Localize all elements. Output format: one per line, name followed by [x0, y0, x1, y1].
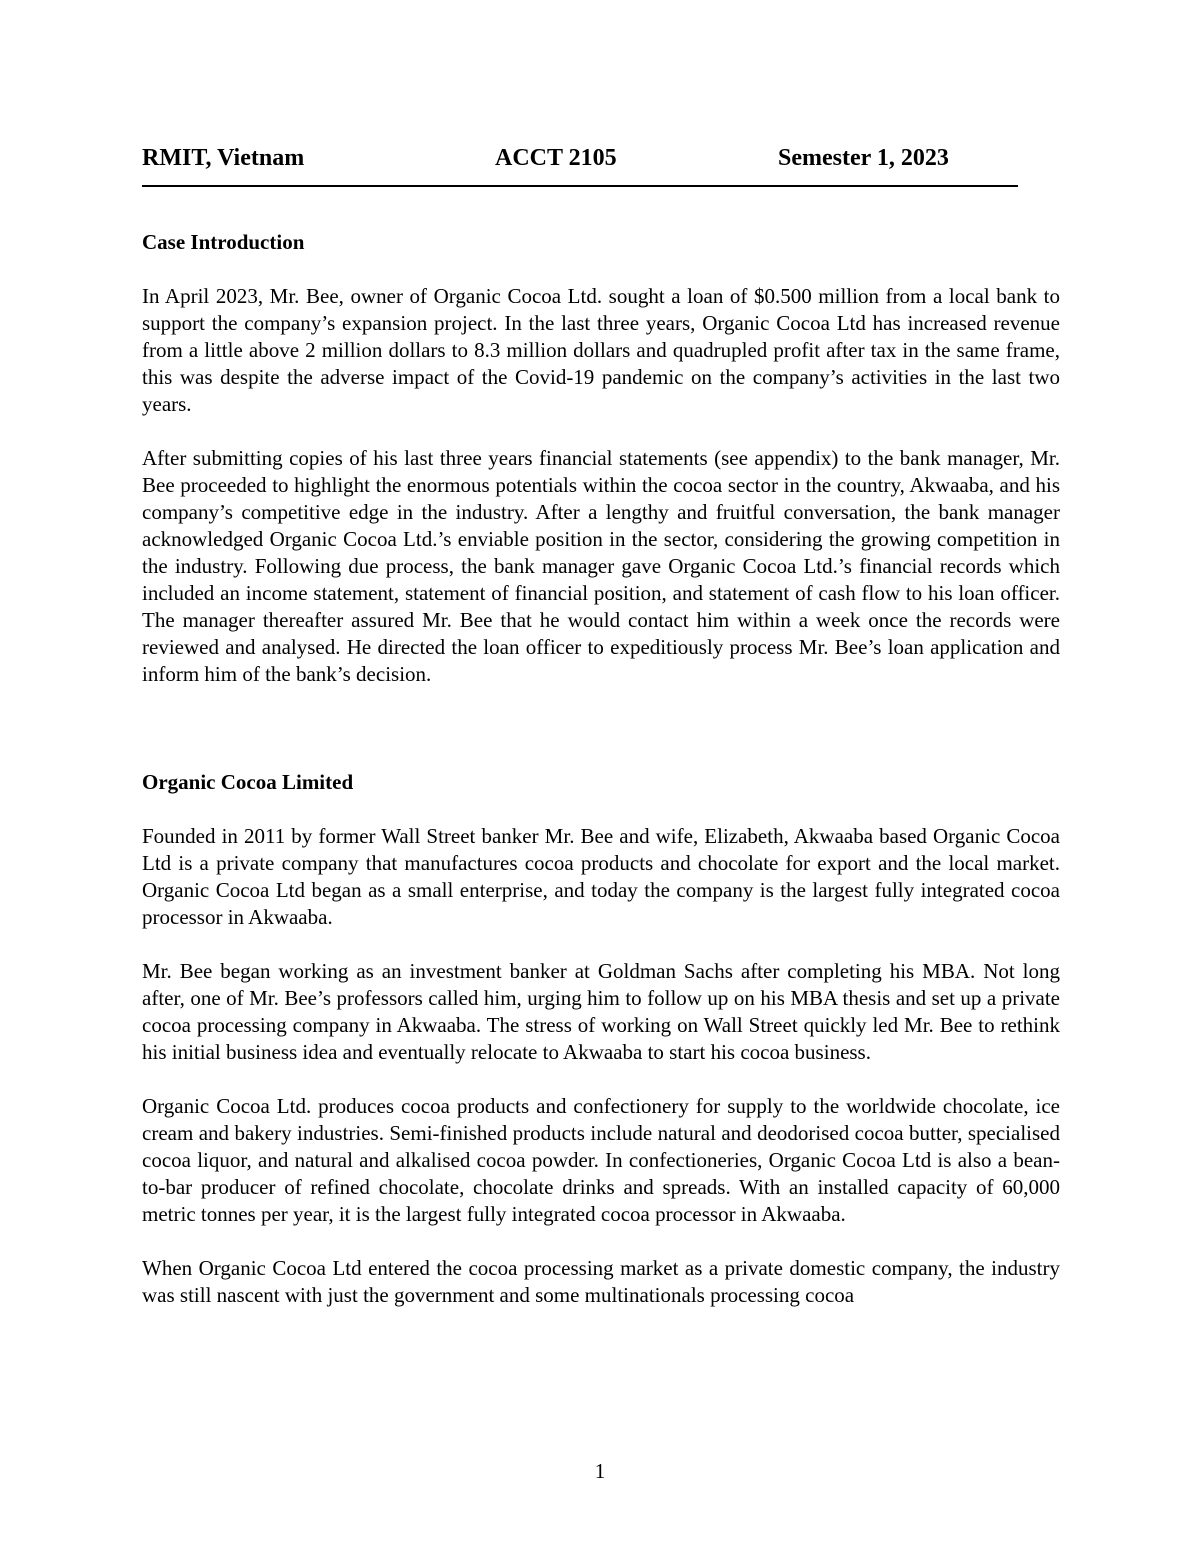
header-course-code: ACCT 2105 [495, 145, 617, 171]
page-number: 1 [594, 1459, 606, 1483]
case-intro-paragraph-2: After submitting copies of his last three years financial statements (see appendix) to the bank manager, Mr. Bee proceeded to highlight the enormous potentials within the cocoa sector in the country, Akwaaba, and his company’s competitive edge in the industry. After a lengthy and fruitful conversation, the bank manager acknowledged Organic Cocoa Ltd.’s enviable position in the sector, considering the growing competition in the industry. Following due process, the bank manager gave Organic Cocoa Ltd.’s financial records which included an income statement, statement of financial position, and statement of cash flow to his loan officer. The manager thereafter assured Mr. Bee that he would contact him within a week once the records were reviewed and analysed. He directed the loan officer to expeditiously process Mr. Bee’s loan application and inform him of the bank’s decision. [142, 446, 1060, 686]
organic-cocoa-heading: Organic Cocoa Limited [142, 770, 354, 794]
case-intro-paragraph-1: In April 2023, Mr. Bee, owner of Organic Cocoa Ltd. sought a loan of $0.500 million from a local bank to support the company’s expansion project. In the last three years, Organic Cocoa Ltd has increased revenue from a little above 2 million dollars to 8.3 million dollars and quadrupled profit after tax in the same frame, this was despite the adverse impact of the Covid-19 pandemic on the company’s activities in the last two years. [142, 284, 1060, 416]
company-paragraph-3: Organic Cocoa Ltd. produces cocoa products and confectionery for supply to the worldwide chocolate, ice cream and bakery industries. Semi-finished products include natural and deodorised cocoa butter, specialised cocoa liquor, and natural and alkalised cocoa powder. In confectioneries, Organic Cocoa Ltd is also a bean-to-bar producer of refined chocolate, chocolate drinks and spreads. With an installed capacity of 60,000 metric tonnes per year, it is the largest fully integrated cocoa processor in Akwaaba. [142, 1094, 1060, 1226]
header-semester: Semester 1, 2023 [778, 145, 949, 171]
page-header [142, 143, 1018, 173]
company-paragraph-2: Mr. Bee began working as an investment banker at Goldman Sachs after completing his MBA. Not long after, one of Mr. Bee’s professors called him, urging him to follow up on his MBA thesis and set up a private cocoa processing company in Akwaaba. The stress of working on Wall Street quickly led Mr. Bee to rethink his initial business idea and eventually relocate to Akwaaba to start his cocoa business. [142, 959, 1060, 1064]
company-paragraph-1: Founded in 2011 by former Wall Street banker Mr. Bee and wife, Elizabeth, Akwaaba based Organic Cocoa Ltd is a private company that manufactures cocoa products and chocolate for export and the local market. Organic Cocoa Ltd began as a small enterprise, and today the company is the largest fully integrated cocoa processor in Akwaaba. [142, 824, 1060, 929]
company-paragraph-4: When Organic Cocoa Ltd entered the cocoa processing market as a private domestic company, the industry was still nascent with just the government and some multinationals processing cocoa [142, 1256, 1060, 1307]
header-divider [142, 185, 1018, 187]
document-body [142, 229, 1060, 1309]
header-institution: RMIT, Vietnam [142, 145, 305, 171]
case-introduction-heading: Case Introduction [142, 230, 305, 254]
